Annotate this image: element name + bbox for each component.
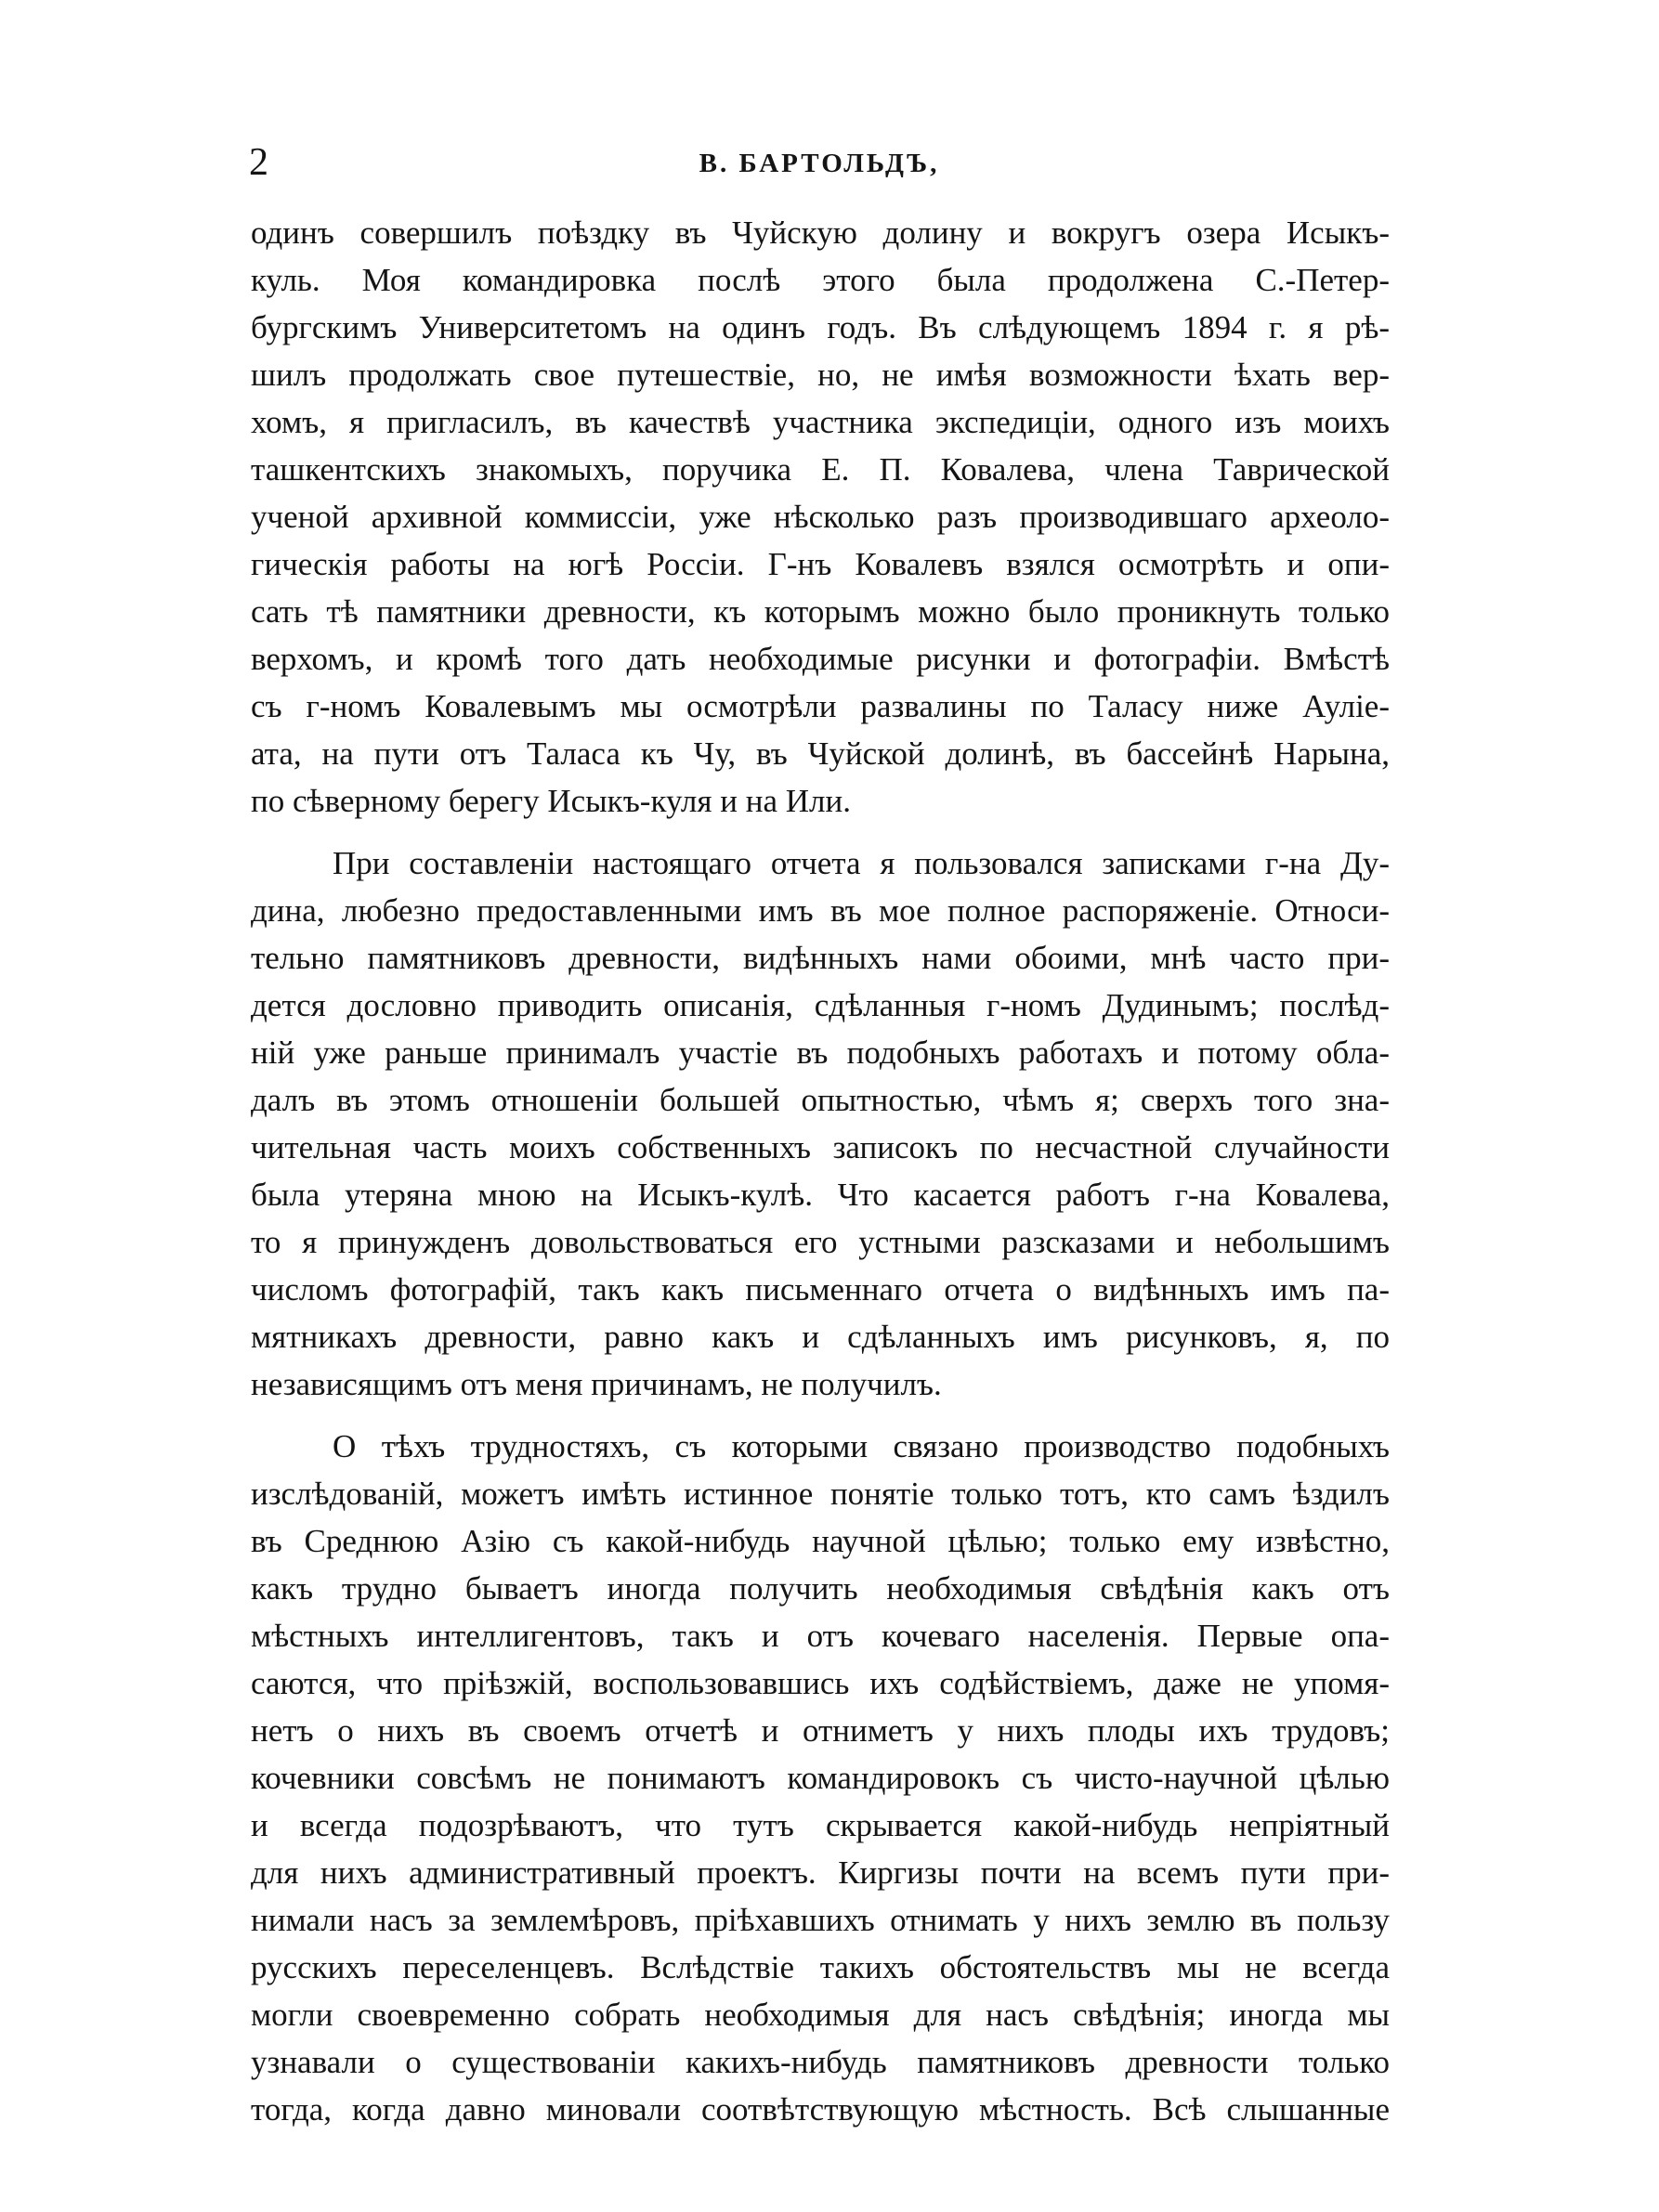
text-line: въ Среднюю Азію съ какой-нибудь научной цѣлью; только ему извѣстно, xyxy=(251,1523,1390,1559)
text-line: ташкентскихъ знакомыхъ, поручика Е. П. Ковалева, члена Таврической xyxy=(251,451,1390,488)
text-line: дется дословно приводить описанія, сдѣланныя г-номъ Дудинымъ; послѣд- xyxy=(251,987,1390,1023)
text-line: О тѣхъ трудностяхъ, съ которыми связано производство подобныхъ xyxy=(333,1428,1390,1464)
text-line: независящимъ отъ меня причинамъ, не получилъ. xyxy=(251,1366,942,1402)
text-line: мѣстныхъ интеллигентовъ, такъ и отъ кочеваго населенія. Первые опа- xyxy=(251,1618,1390,1654)
text-line: русскихъ переселенцевъ. Вслѣдствіе такихъ обстоятельствъ мы не всегда xyxy=(251,1949,1390,1985)
text-line: числомъ фотографій, такъ какъ письменнаго отчета о видѣнныхъ имъ па- xyxy=(251,1271,1390,1308)
text-line: ученой архивной коммиссіи, уже нѣсколько разъ производившаго археоло- xyxy=(251,499,1390,535)
text-line: тогда, когда давно миновали соотвѣтствующую мѣстность. Всѣ слышанные xyxy=(251,2091,1390,2127)
text-line: съ г-номъ Ковалевымъ мы осмотрѣли развалины по Таласу ниже Ауліе- xyxy=(251,688,1390,724)
text-line: сать тѣ памятники древности, къ которымъ можно было проникнуть только xyxy=(251,593,1390,630)
text-line: саются, что пріѣзжій, воспользовавшись ихъ содѣйствіемъ, даже не упомя- xyxy=(251,1665,1390,1701)
body-text xyxy=(251,209,1390,2148)
text-line: гическія работы на югѣ Россіи. Г-нъ Ковалевъ взялся осмотрѣть и опи- xyxy=(251,546,1390,582)
text-line: дина, любезно предоставленными имъ въ мое полное распоряженіе. Относи- xyxy=(251,892,1390,929)
text-line: нимали насъ за землемѣровъ, пріѣхавшихъ отнимать у нихъ землю въ пользу xyxy=(251,1902,1390,1938)
paragraph-3 xyxy=(251,1423,1390,2133)
text-line: была утеряна мною на Исыкъ-кулѣ. Что касается работъ г-на Ковалева, xyxy=(251,1177,1390,1213)
text-line: чительная часть моихъ собственныхъ записокъ по несчастной случайности xyxy=(251,1129,1390,1165)
text-line: могли своевременно собрать необходимыя для насъ свѣдѣнія; иногда мы xyxy=(251,1997,1390,2033)
text-line: и всегда подозрѣваютъ, что тутъ скрывается какой-нибудь непріятный xyxy=(251,1807,1390,1843)
text-line: ній уже раньше принималъ участіе въ подобныхъ работахъ и потому обла- xyxy=(251,1034,1390,1071)
text-line: ата, на пути отъ Таласа къ Чу, въ Чуйской долинѣ, въ бассейнѣ Нарына, xyxy=(251,735,1390,772)
running-title: В. БАРТОЛЬДЪ, xyxy=(699,149,940,178)
text-line: для нихъ административный проектъ. Киргизы почти на всемъ пути при- xyxy=(251,1854,1390,1891)
text-line: тельно памятниковъ древности, видѣнныхъ нами обоими, мнѣ часто при- xyxy=(251,940,1390,976)
text-line: хомъ, я пригласилъ, въ качествѣ участника экспедиціи, одного изъ моихъ xyxy=(251,404,1390,440)
text-line: верхомъ, и кромѣ того дать необходимые рисунки и фотографіи. Вмѣстѣ xyxy=(251,641,1390,677)
text-line: мятникахъ древности, равно какъ и сдѣланныхъ имъ рисунковъ, я, по xyxy=(251,1319,1390,1355)
text-line: При составленіи настоящаго отчета я пользовался записками г-на Ду- xyxy=(333,845,1390,881)
text-line: кочевники совсѣмъ не понимаютъ командировокъ съ чисто-научной цѣлью xyxy=(251,1760,1390,1796)
running-header xyxy=(249,139,1390,186)
paragraph-2 xyxy=(251,839,1390,1408)
text-line: шилъ продолжать свое путешествіе, но, не имѣя возможности ѣхать вер- xyxy=(251,357,1390,393)
text-line: бургскимъ Университетомъ на одинъ годъ. Въ слѣдующемъ 1894 г. я рѣ- xyxy=(251,309,1390,345)
text-line: то я принужденъ довольствоваться его устными разсказами и небольшимъ xyxy=(251,1224,1390,1260)
text-line: какъ трудно бываетъ иногда получить необходимыя свѣдѣнія какъ отъ xyxy=(251,1570,1390,1607)
text-line: по сѣверному берегу Исыкъ-куля и на Или. xyxy=(251,783,851,819)
text-line: куль. Моя командировка послѣ этого была продолжена С.-Петер- xyxy=(251,262,1390,298)
text-line: одинъ совершилъ поѣздку въ Чуйскую долину и вокругъ озера Исыкъ- xyxy=(251,215,1390,251)
page-number: 2 xyxy=(249,141,268,184)
text-line: далъ въ этомъ отношеніи большей опытностью, чѣмъ я; сверхъ того зна- xyxy=(251,1082,1390,1118)
text-line: нетъ о нихъ въ своемъ отчетѣ и отниметъ у нихъ плоды ихъ трудовъ; xyxy=(251,1712,1390,1749)
text-line: узнавали о существованіи какихъ-нибудь памятниковъ древности только xyxy=(251,2044,1390,2080)
text-line: изслѣдованій, можетъ имѣть истинное понятіе только тотъ, кто самъ ѣздилъ xyxy=(251,1476,1390,1512)
paragraph-1 xyxy=(251,209,1390,825)
